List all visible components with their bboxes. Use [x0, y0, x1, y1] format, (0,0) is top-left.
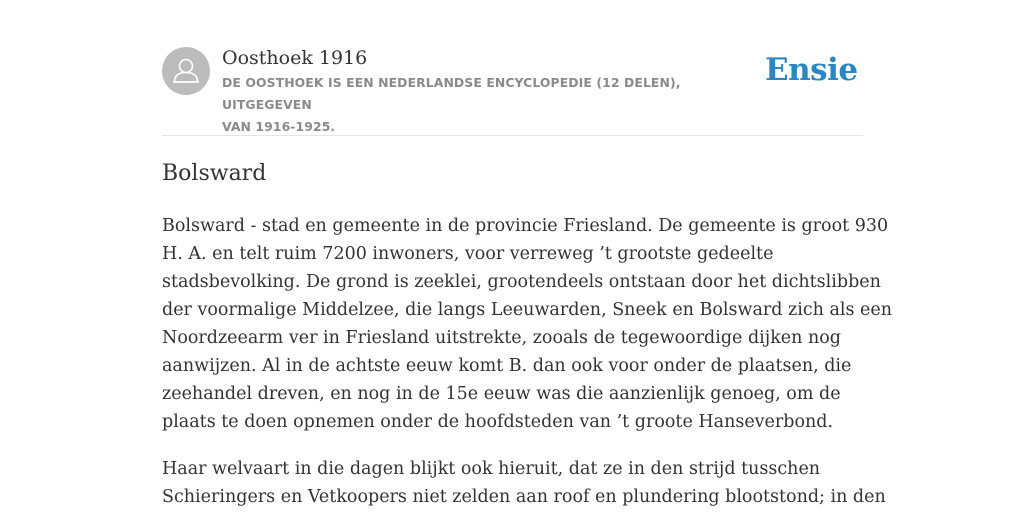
- source-header: [162, 0, 863, 136]
- paragraph-line: der voormalige Middelzee, die langs Leeuwarden, Sneek en Bolsward zich als een: [162, 300, 893, 320]
- paragraph-line: stadsbevolking. De grond is zeeklei, grootendeels ontstaan door het dichtslibben: [162, 272, 881, 292]
- paragraph-line: plaats te doen opnemen onder de hoofdsteden van ’t groote Hanseverbond.: [162, 412, 834, 432]
- paragraph-line: H. A. en telt ruim 7200 inwoners, voor verreweg ’t grootste gedeelte: [162, 244, 774, 264]
- article-body: [162, 212, 893, 512]
- paragraph-line: Schieringers en Vetkoopers niet zelden aan roof en plundering blootstond; in den: [162, 487, 886, 507]
- source-description: [222, 72, 762, 138]
- paragraph-line: Bolsward - stad en gemeente in de provincie Friesland. De gemeente is groot 930: [162, 216, 889, 236]
- article-paragraph: [162, 212, 893, 436]
- source-description-line: DE OOSTHOEK IS EEN NEDERLANDSE ENCYCLOPEDIE (12 DELEN), UITGEGEVEN: [222, 75, 681, 112]
- article-paragraph: [162, 455, 886, 511]
- source-avatar[interactable]: [162, 47, 210, 95]
- source-info: [222, 44, 762, 138]
- paragraph-line: Noordzeearm ver in Friesland uitstrekte, zooals de tegewoordige dijken nog: [162, 328, 842, 348]
- article-title: Bolsward: [162, 161, 267, 186]
- paragraph-line: zeehandel dreven, en nog in de 15e eeuw was die aanzienlijk genoeg, om de: [162, 384, 841, 404]
- source-title[interactable]: Oosthoek 1916: [222, 47, 368, 69]
- source-description-line: VAN 1916-1925.: [222, 119, 336, 134]
- person-icon: [162, 47, 210, 95]
- content-column: [162, 0, 893, 507]
- paragraph-line: aanwijzen. Al in de achtste eeuw komt B. dan ook voor onder de plaatsen, die: [162, 356, 852, 376]
- ensie-logo[interactable]: Ensie: [765, 52, 858, 88]
- paragraph-line: Haar welvaart in die dagen blijkt ook hieruit, dat ze in den strijd tusschen: [162, 459, 821, 479]
